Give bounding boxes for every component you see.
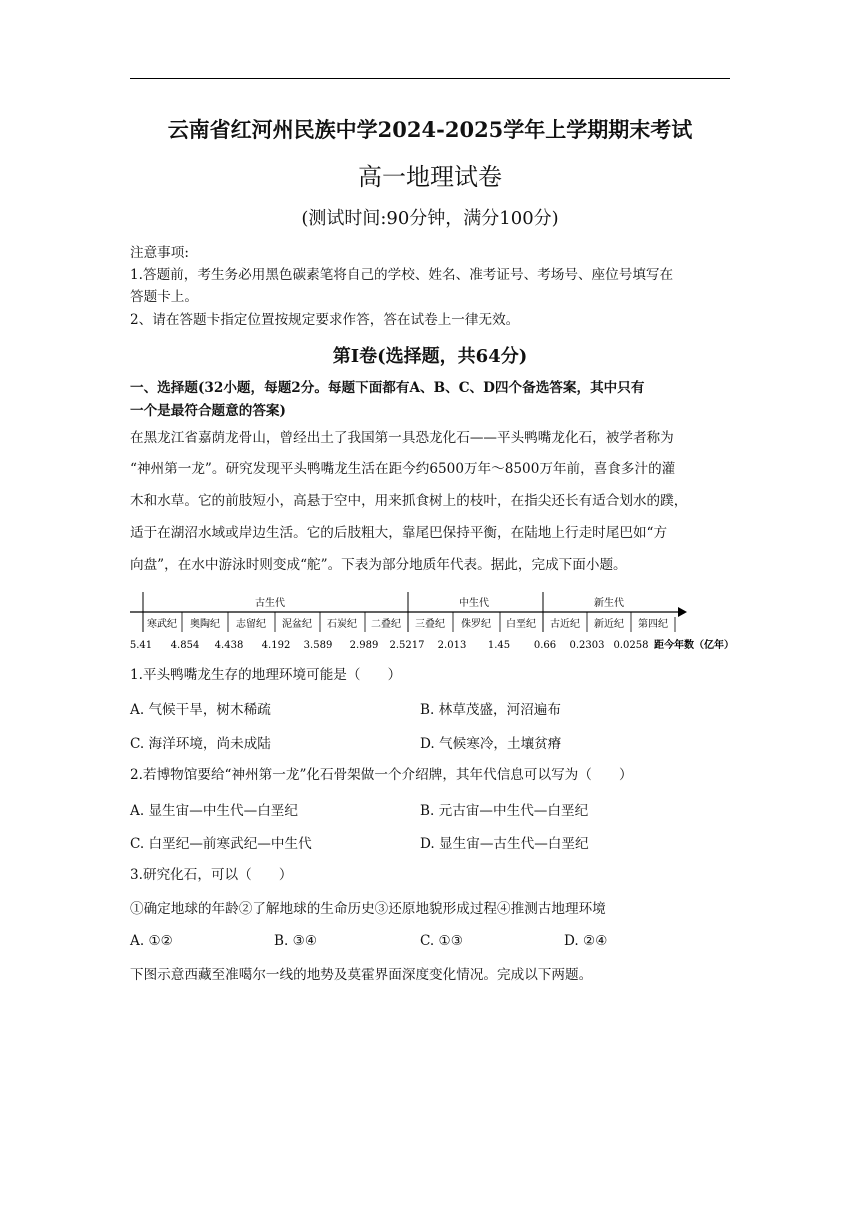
era-cenozoic: 新生代 — [594, 598, 624, 609]
q1-option-b: B. 林草茂盛，河沼遍布 — [420, 702, 561, 718]
period-cambrian: 寒武纪 — [147, 619, 177, 630]
period-cretaceous: 白垩纪 — [506, 619, 536, 630]
tick-label: 2.013 — [437, 640, 467, 651]
q2-option-d: D. 显生宙—古生代—白垩纪 — [420, 836, 589, 852]
notice-item1-line2: 答题卡上。 — [130, 289, 198, 305]
q3-option-a: A. ①② — [130, 933, 173, 949]
period-devonian: 泥盆纪 — [282, 619, 312, 630]
passage-line1: 在黑龙江省嘉荫龙骨山，曾经出土了我国第一具恐龙化石——平头鸭嘴龙化石，被学者称为 — [130, 430, 674, 446]
q3-statements: ①确定地球的年龄②了解地球的生命历史③还原地貌形成过程④推测古地理环境 — [130, 901, 606, 917]
q1-option-a: A. 气候干旱，树木稀疏 — [130, 702, 271, 718]
notice-item1-line1: 1.答题前，考生务必用黑色碳素笔将自己的学校、姓名、准考证号、考场号、座位号填写在 — [130, 267, 674, 283]
tick-label: 3.589 — [303, 640, 333, 651]
tick-label: 2.5217 — [389, 640, 425, 651]
arrow-head-icon — [678, 607, 687, 617]
q1-option-d: D. 气候寒冷，土壤贫瘠 — [420, 736, 562, 752]
timeline-unit: 距今年数（亿年） — [654, 640, 734, 651]
q2-option-c: C. 白垩纪—前寒武纪—中生代 — [130, 836, 312, 852]
tick-label: 0.66 — [533, 640, 557, 651]
tick-label: 4.438 — [214, 640, 244, 651]
period-jurassic: 侏罗纪 — [461, 619, 491, 630]
period-permian: 二叠纪 — [371, 619, 401, 630]
subject-title: 高一地理试卷 — [358, 163, 502, 191]
tick-label: 5.41 — [129, 640, 153, 651]
period-triassic: 三叠纪 — [415, 619, 445, 630]
tick-label: 1.45 — [487, 640, 511, 651]
passage-line3: 木和水草。它的前肢短小，高悬于空中，用来抓食树上的枝叶，在指尖还长有适合划水的蹼， — [130, 493, 688, 509]
q3-option-b: B. ③④ — [274, 933, 318, 949]
q2-stem: 2.若博物馆要给“神州第一龙”化石骨架做一个介绍牌，其年代信息可以写为（ ） — [130, 767, 633, 783]
period-paleogene: 古近纪 — [550, 619, 580, 630]
next-intro: 下图示意西藏至准噶尔一线的地势及莫霍界面深度变化情况。完成以下两题。 — [130, 967, 593, 983]
section-instruction-line2: 一个是最符合题意的答案) — [130, 403, 286, 419]
notice-item2: 2、请在答题卡指定位置按规定要求作答，答在试卷上一律无效。 — [130, 312, 520, 328]
q2-option-b: B. 元古宙—中生代—白垩纪 — [420, 803, 589, 819]
exam-info: (测试时间:90分钟，满分100分) — [301, 208, 559, 229]
tick-label: 0.0258 — [613, 640, 649, 651]
q1-stem: 1.平头鸭嘴龙生存的地理环境可能是（ ） — [130, 667, 402, 683]
period-silurian: 志留纪 — [236, 619, 266, 630]
era-mesozoic: 中生代 — [459, 598, 489, 609]
passage-line4: 适于在湖沼水域或岸边生活。它的后肢粗大，靠尾巴保持平衡，在陆地上行走时尾巴如“方 — [130, 525, 668, 541]
period-neogene: 新近纪 — [594, 619, 624, 630]
period-quaternary: 第四纪 — [638, 619, 668, 630]
section-title: 第I卷(选择题，共64分) — [332, 346, 528, 367]
header-rule — [130, 78, 730, 79]
section-instruction-line1: 一、选择题(32小题，每题2分。每题下面都有A、B、C、D四个备选答案，其中只有 — [130, 380, 645, 396]
q3-option-c: C. ①③ — [420, 933, 463, 949]
era-paleozoic: 古生代 — [255, 598, 285, 609]
period-carboniferous: 石炭纪 — [327, 619, 357, 630]
geologic-timeline — [125, 588, 755, 654]
q3-stem: 3.研究化石，可以（ ） — [130, 867, 293, 883]
passage-line5: 向盘”，在水中游泳时则变成“舵”。下表为部分地质年代表。据此，完成下面小题。 — [130, 557, 627, 573]
period-ordovician: 奥陶纪 — [190, 619, 220, 630]
tick-label: 4.854 — [170, 640, 200, 651]
tick-label: 2.989 — [349, 640, 379, 651]
notice-heading: 注意事项: — [130, 245, 189, 261]
passage-line2: “神州第一龙”。研究发现平头鸭嘴龙生活在距今约6500万年～8500万年前，喜食多汁的灌 — [130, 461, 676, 477]
tick-label: 0.2303 — [569, 640, 605, 651]
q2-option-a: A. 显生宙—中生代—白垩纪 — [130, 803, 298, 819]
q1-option-c: C. 海洋环境，尚未成陆 — [130, 736, 271, 752]
tick-label: 4.192 — [261, 640, 291, 651]
school-title: 云南省红河州民族中学2024-2025学年上学期期末考试 — [167, 117, 693, 142]
q3-option-d: D. ②④ — [564, 933, 608, 949]
